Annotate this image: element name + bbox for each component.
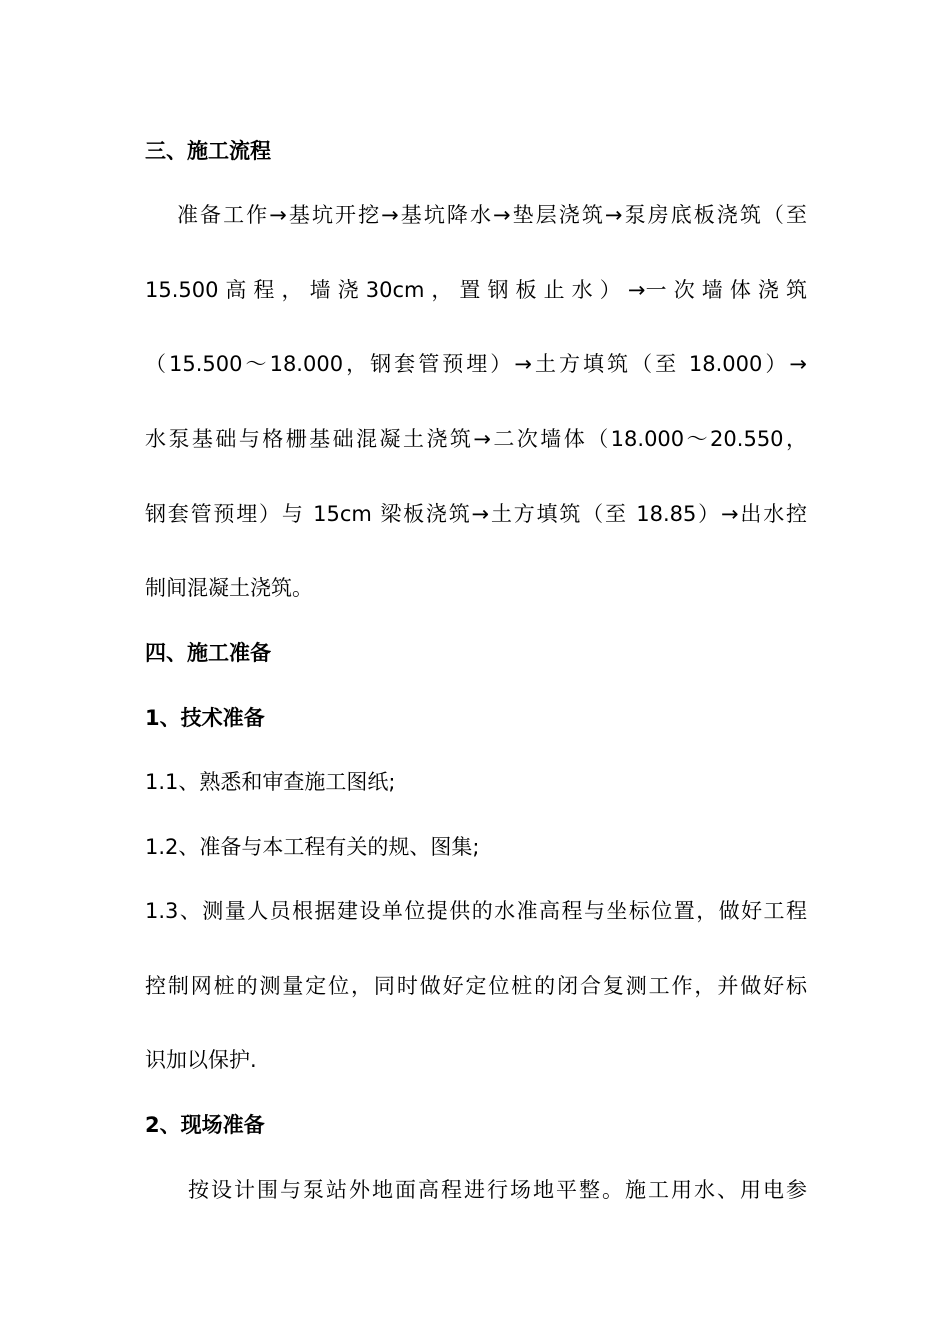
paragraph-line: 15.500 高 程 ， 墙 浇 30cm ， 置 钢 板 止 水 ） →一 次 墙 体 浇 筑 — [145, 278, 807, 302]
paragraph-line: 钢套管预埋）与 15cm 梁板浇筑→土方填筑（至 18.85）→出水控 — [145, 502, 807, 526]
paragraph-line: 按设计围与泵站外地面高程进行场地平整。施工用水、用电参 — [188, 1178, 807, 1202]
subheading-site-preparation: 2、现场准备 — [145, 1113, 265, 1137]
paragraph-line: 准备工作→基坑开挖→基坑降水→垫层浇筑→泵房底板浇筑（至 — [177, 203, 807, 227]
paragraph-line: 控制网桩的测量定位，同时做好定位桩的闭合复测工作，并做好标 — [145, 974, 807, 998]
list-item: 1.3、测量人员根据建设单位提供的水准高程与坐标位置，做好工程 — [145, 899, 807, 923]
list-item: 1.1、熟悉和审查施工图纸; — [145, 770, 396, 794]
paragraph-line: 识加以保护. — [145, 1048, 257, 1072]
section-heading-construction-process: 三、施工流程 — [145, 139, 271, 163]
paragraph-line: 水泵基础与格栅基础混凝土浇筑→二次墙体（18.000～20.550， — [145, 427, 807, 451]
list-item: 1.2、准备与本工程有关的规、图集; — [145, 835, 480, 859]
paragraph-line: （15.500～18.000，钢套管预埋）→土方填筑（至 18.000）→ — [145, 352, 807, 376]
section-heading-construction-preparation: 四、施工准备 — [145, 641, 271, 665]
subheading-technical-preparation: 1、技术准备 — [145, 706, 265, 730]
paragraph-line: 制间混凝土浇筑。 — [145, 576, 313, 600]
